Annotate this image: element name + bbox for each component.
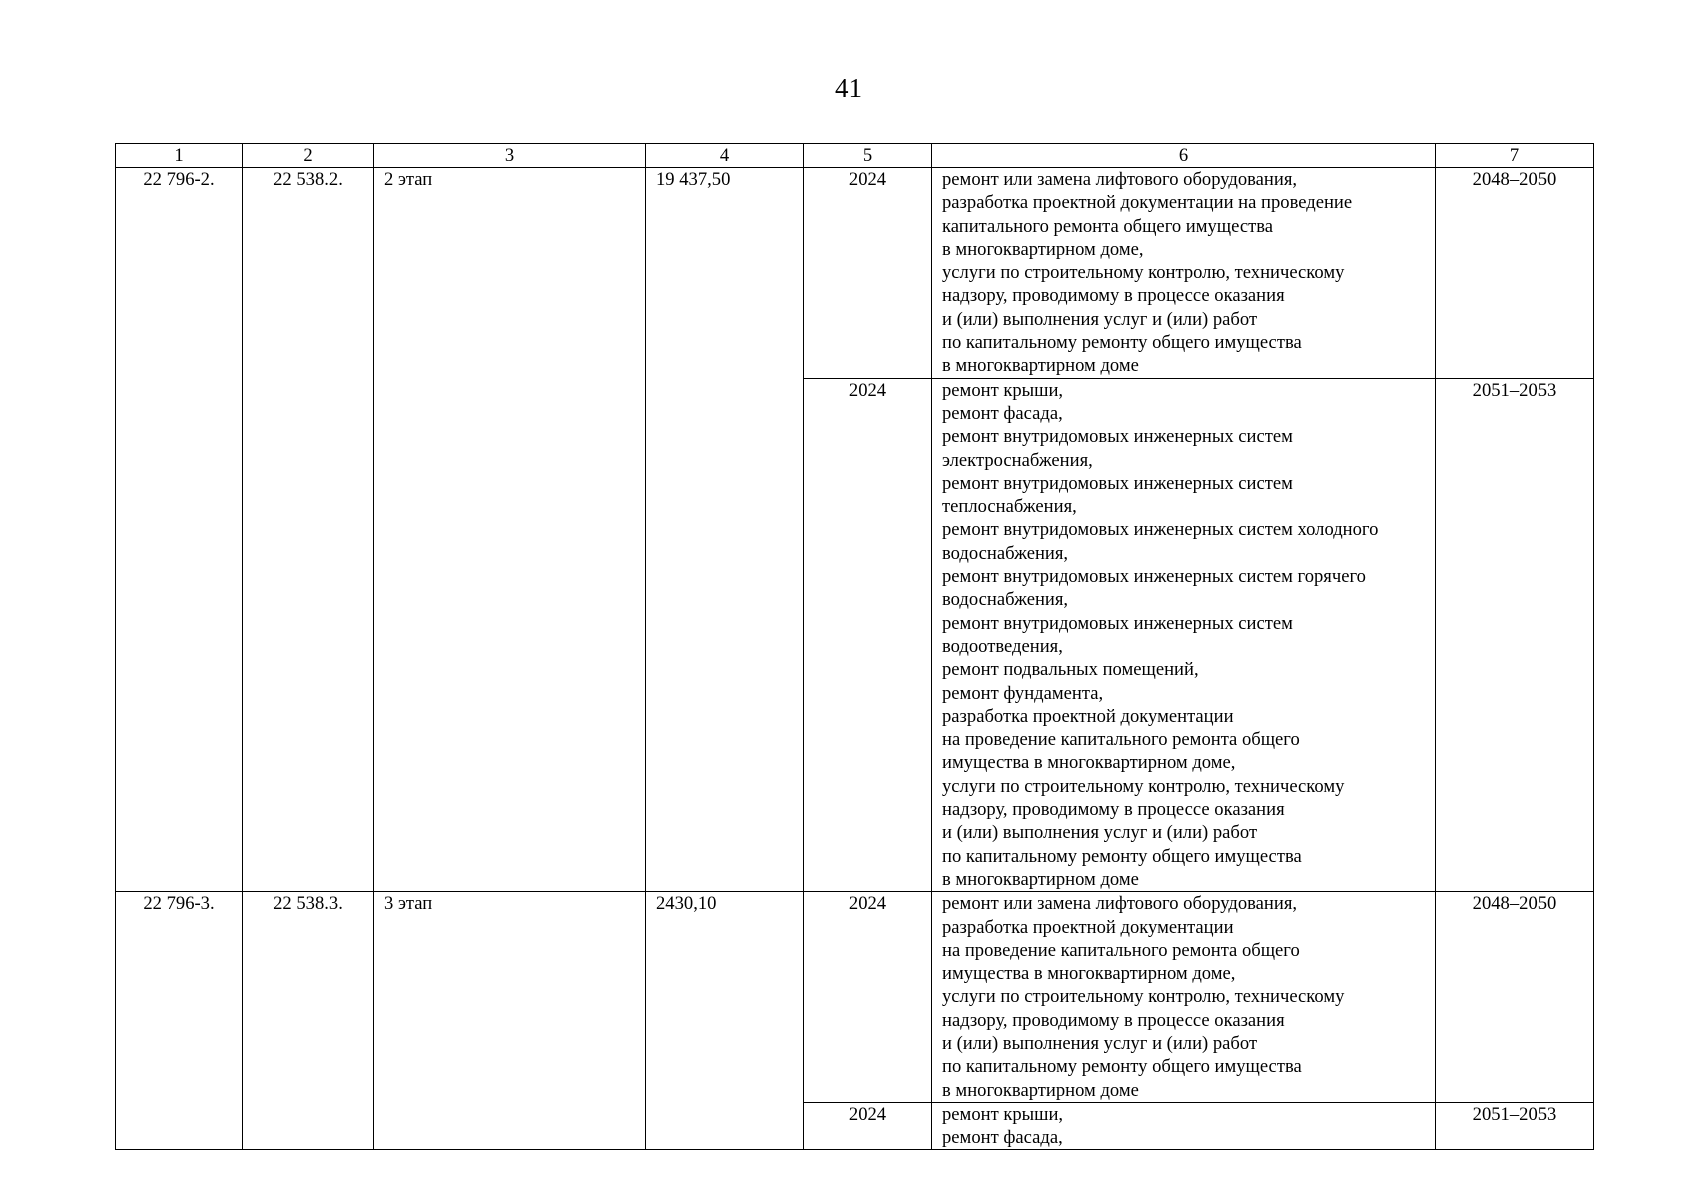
year-cell: 2024 xyxy=(804,378,932,892)
works-table xyxy=(115,143,1594,1150)
works-cell xyxy=(932,892,1436,1103)
works-line: ремонт внутридомовых инженерных систем xyxy=(942,426,1293,448)
works-line: электроснабжения, xyxy=(942,449,1093,471)
period-cell: 2048–2050 xyxy=(1436,892,1594,1103)
house-number-cell: 22 538.3. xyxy=(243,892,374,1150)
works-line: ремонт или замена лифтового оборудования, xyxy=(942,893,1298,915)
works-line: ремонт внутридомовых инженерных систем xyxy=(942,612,1293,634)
works-line: по капитальному ремонту общего имущества xyxy=(942,332,1302,354)
column-header-4: 4 xyxy=(646,144,804,168)
column-header-5: 5 xyxy=(804,144,932,168)
period-cell: 2051–2053 xyxy=(1436,1102,1594,1150)
works-line: теплоснабжения, xyxy=(942,496,1077,518)
period-cell: 2048–2050 xyxy=(1436,168,1594,379)
works-line: ремонт внутридомовых инженерных систем xyxy=(942,472,1293,494)
works-line: в многоквартирном доме xyxy=(942,868,1139,890)
works-line: и (или) выполнения услуг и (или) работ xyxy=(942,308,1258,330)
works-line: по капитальному ремонту общего имущества xyxy=(942,1056,1302,1078)
works-line: услуги по строительному контролю, техническому xyxy=(942,262,1345,284)
stage-cell: 3 этап xyxy=(374,892,646,1150)
works-line: водоотведения, xyxy=(942,635,1063,657)
works-line: разработка проектной документации xyxy=(942,916,1234,938)
house-number-cell: 22 538.2. xyxy=(243,168,374,892)
works-line: и (или) выполнения услуг и (или) работ xyxy=(942,1032,1258,1054)
record-number-cell: 22 796-3. xyxy=(116,892,243,1150)
page-number: 41 xyxy=(835,73,862,103)
cost-cell: 2430,10 xyxy=(646,892,804,1150)
works-cell xyxy=(932,168,1436,379)
works-line: разработка проектной документации на проведение xyxy=(942,192,1353,214)
works-line: по капитальному ремонту общего имущества xyxy=(942,845,1302,867)
year-cell: 2024 xyxy=(804,892,932,1103)
works-line: на проведение капитального ремонта общего xyxy=(942,939,1300,961)
works-line: водоснабжения, xyxy=(942,589,1069,611)
works-line: капитального ремонта общего имущества xyxy=(942,215,1274,237)
works-line: ремонт подвальных помещений, xyxy=(942,659,1199,681)
works-line: услуги по строительному контролю, техническому xyxy=(942,775,1345,797)
cost-cell: 19 437,50 xyxy=(646,168,804,892)
works-line: и (или) выполнения услуг и (или) работ xyxy=(942,822,1258,844)
year-cell: 2024 xyxy=(804,168,932,379)
table-row xyxy=(116,168,1594,379)
works-line: надзору, проводимому в процессе оказания xyxy=(942,1009,1285,1031)
works-line: ремонт фасада, xyxy=(942,402,1063,424)
works-line: имущества в многоквартирном доме, xyxy=(942,752,1236,774)
period-cell: 2051–2053 xyxy=(1436,378,1594,892)
column-header-3: 3 xyxy=(374,144,646,168)
works-line: ремонт внутридомовых инженерных систем горячего xyxy=(942,566,1366,588)
works-line: ремонт фасада, xyxy=(942,1127,1063,1149)
works-line: ремонт внутридомовых инженерных систем холодного xyxy=(942,519,1379,541)
table-row xyxy=(116,892,1594,1103)
column-header-2: 2 xyxy=(243,144,374,168)
header-row xyxy=(116,144,1594,168)
works-cell xyxy=(932,1102,1436,1150)
works-line: надзору, проводимому в процессе оказания xyxy=(942,799,1285,821)
works-line: ремонт фундамента, xyxy=(942,682,1104,704)
works-line: в многоквартирном доме, xyxy=(942,238,1144,260)
works-line: имущества в многоквартирном доме, xyxy=(942,963,1236,985)
column-header-6: 6 xyxy=(932,144,1436,168)
works-line: в многоквартирном доме xyxy=(942,355,1139,377)
column-header-7: 7 xyxy=(1436,144,1594,168)
works-line: надзору, проводимому в процессе оказания xyxy=(942,285,1285,307)
works-line: ремонт крыши, xyxy=(942,379,1064,401)
works-line: в многоквартирном доме xyxy=(942,1079,1139,1101)
works-cell xyxy=(932,378,1436,892)
stage-cell: 2 этап xyxy=(374,168,646,892)
column-header-1: 1 xyxy=(116,144,243,168)
works-line: разработка проектной документации xyxy=(942,705,1234,727)
works-line: ремонт крыши, xyxy=(942,1103,1064,1125)
record-number-cell: 22 796-2. xyxy=(116,168,243,892)
works-line: услуги по строительному контролю, техническому xyxy=(942,986,1345,1008)
works-line: на проведение капитального ремонта общего xyxy=(942,729,1300,751)
year-cell: 2024 xyxy=(804,1102,932,1150)
works-line: ремонт или замена лифтового оборудования, xyxy=(942,169,1298,190)
works-line: водоснабжения, xyxy=(942,542,1069,564)
